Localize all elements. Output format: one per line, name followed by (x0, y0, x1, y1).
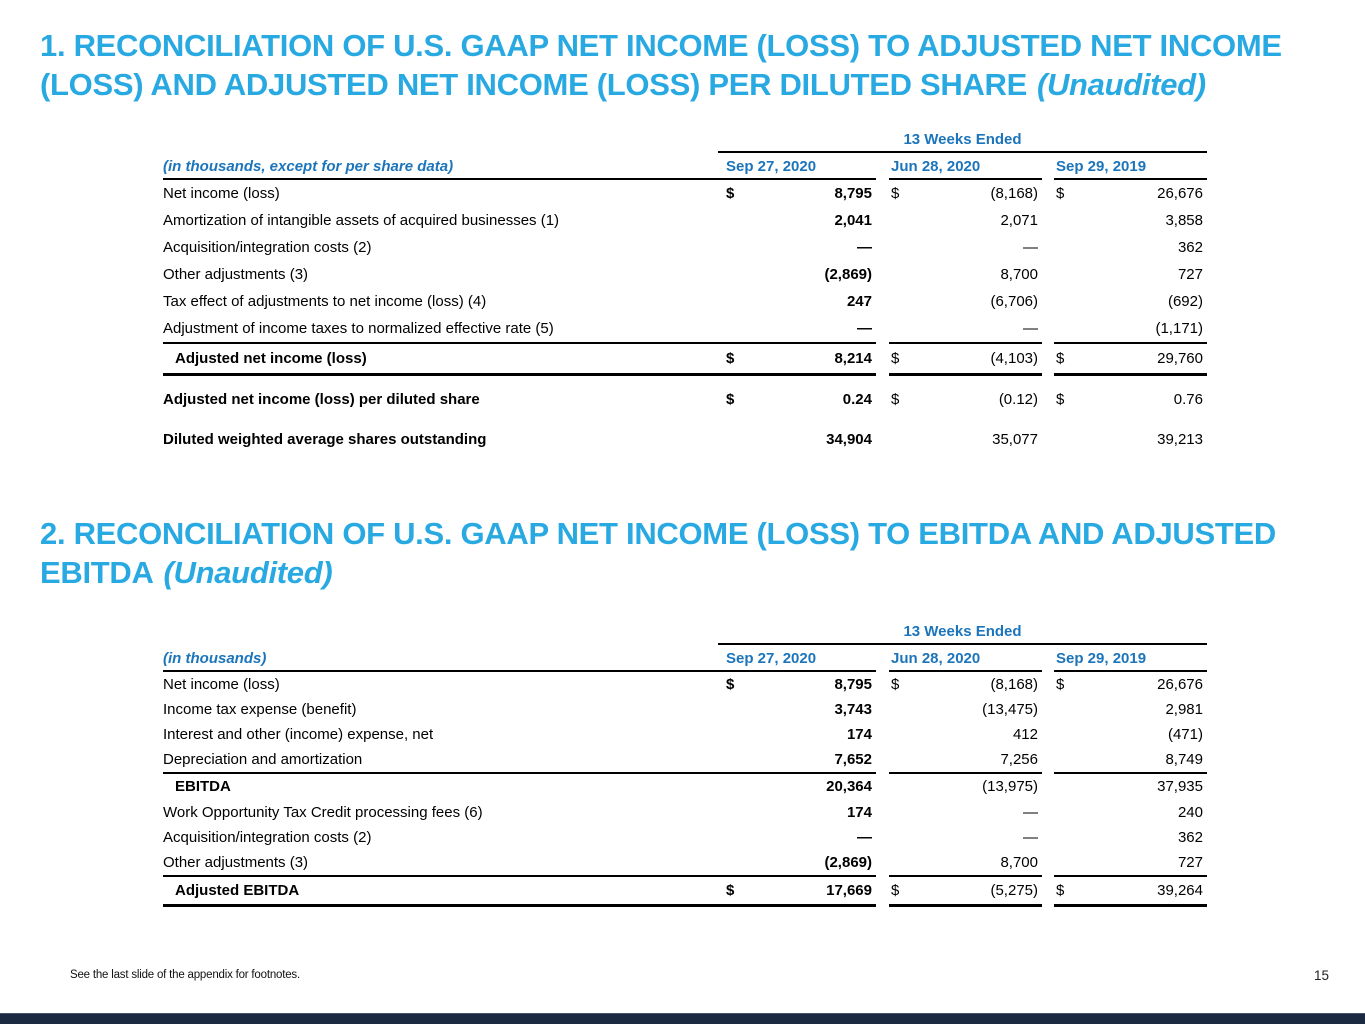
row-label: Amortization of intangible assets of acquired businesses (1) (163, 212, 560, 229)
value: 0.24 (842, 391, 872, 408)
value: 2,071 (1000, 212, 1038, 229)
column-gap (876, 261, 889, 288)
value-cell (889, 234, 1042, 261)
value: 29,760 (1157, 350, 1203, 367)
period-header: 13 Weeks Ended (718, 131, 1207, 153)
column-gap (1042, 342, 1054, 376)
table-row (163, 234, 1207, 261)
column-gap (1042, 426, 1054, 453)
table-row (163, 875, 1207, 904)
table-row (163, 772, 1207, 797)
column-header: Sep 29, 2019 (1054, 158, 1207, 180)
dollar-sign: $ (1056, 185, 1065, 202)
value: (8,168) (990, 676, 1038, 693)
column-gap (876, 180, 889, 207)
value: 362 (1177, 829, 1203, 846)
column-gap (1042, 697, 1054, 722)
value-cell (1054, 850, 1207, 875)
value-cell (889, 850, 1042, 875)
value-cell (889, 207, 1042, 234)
column-gap (876, 800, 889, 825)
value-cell (889, 697, 1042, 722)
dollar-sign: $ (726, 882, 735, 899)
value-cell (1054, 672, 1207, 697)
row-label: Income tax expense (benefit) (163, 701, 357, 718)
value-cell (889, 386, 1042, 413)
column-gap (1042, 315, 1054, 342)
value-cell (889, 875, 1042, 907)
value-cell (718, 342, 876, 376)
value-cell (718, 825, 876, 850)
page-number: 15 (1313, 968, 1329, 983)
value: 8,749 (1165, 751, 1203, 768)
value: 2,981 (1165, 701, 1203, 718)
value-cell (1054, 697, 1207, 722)
table-row (163, 386, 1207, 413)
row-label: Other adjustments (3) (163, 266, 309, 283)
value-cell (889, 342, 1042, 376)
value-cell (718, 772, 876, 799)
value-cell (889, 180, 1042, 207)
value: 8,700 (1000, 854, 1038, 871)
value: 7,256 (1000, 751, 1038, 768)
value: 727 (1177, 854, 1203, 871)
column-gap (1042, 261, 1054, 288)
value: 7,652 (834, 751, 872, 768)
value-cell (889, 747, 1042, 772)
column-header: Sep 29, 2019 (1054, 650, 1207, 672)
value-cell (1054, 315, 1207, 342)
table-row (163, 800, 1207, 825)
value: 17,669 (826, 882, 872, 899)
table-row (163, 207, 1207, 234)
column-gap (1042, 672, 1054, 697)
value: 2,041 (834, 212, 872, 229)
dollar-sign: $ (726, 676, 735, 693)
column-gap (1042, 850, 1054, 875)
column-gap (1042, 747, 1054, 772)
value-cell (718, 850, 876, 875)
value-cell (1054, 747, 1207, 772)
value: (4,103) (990, 350, 1038, 367)
value: (2,869) (824, 854, 872, 871)
value: (13,475) (982, 701, 1038, 718)
value-cell (1054, 261, 1207, 288)
column-gap (876, 342, 889, 376)
table-column-header-row (163, 645, 1207, 672)
value: — (1023, 829, 1038, 846)
row-label: Depreciation and amortization (163, 751, 363, 768)
table-column-header-row (163, 153, 1207, 180)
dollar-sign: $ (726, 185, 735, 202)
column-gap (876, 825, 889, 850)
value: 727 (1177, 266, 1203, 283)
column-header: Jun 28, 2020 (889, 650, 1042, 672)
value: (5,275) (990, 882, 1038, 899)
column-gap (876, 234, 889, 261)
value: (471) (1167, 726, 1203, 743)
value-cell (718, 800, 876, 825)
table-period-row (163, 128, 1207, 153)
value-cell (1054, 426, 1207, 453)
column-gap (876, 672, 889, 697)
value: — (857, 320, 872, 337)
section1-unaudited-label: (Unaudited) (1036, 67, 1206, 103)
value-cell (1054, 800, 1207, 825)
column-header: Jun 28, 2020 (889, 158, 1042, 180)
dollar-sign: $ (891, 882, 900, 899)
value: — (857, 829, 872, 846)
row-label: Other adjustments (3) (163, 854, 309, 871)
value: 3,858 (1165, 212, 1203, 229)
table-row (163, 672, 1207, 697)
table-row (163, 825, 1207, 850)
value: (692) (1167, 293, 1203, 310)
row-label: Acquisition/integration costs (2) (163, 829, 372, 846)
value: 8,214 (834, 350, 872, 367)
section2-title-text: 2. RECONCILIATION OF U.S. GAAP NET INCOME (LOSS) TO EBITDA AND ADJUSTED EBITDA (40, 516, 1276, 591)
row-label: Interest and other (income) expense, net (163, 726, 434, 743)
section1-title-text: 1. RECONCILIATION OF U.S. GAAP NET INCOME (LOSS) TO ADJUSTED NET INCOME (LOSS) AND ADJUSTED NET INCOME (LOSS) PER DILUTED SHARE (40, 28, 1282, 103)
row-label: Adjusted EBITDA (163, 875, 718, 907)
value-cell (718, 386, 876, 413)
value: (1,171) (1155, 320, 1203, 337)
row-label: Diluted weighted average shares outstanding (163, 431, 487, 448)
column-gap (1042, 800, 1054, 825)
value: — (1023, 804, 1038, 821)
value: 362 (1177, 239, 1203, 256)
value-cell (1054, 180, 1207, 207)
value-cell (1054, 342, 1207, 376)
value-cell (718, 722, 876, 747)
table-row (163, 722, 1207, 747)
value-cell (718, 426, 876, 453)
column-gap (1042, 772, 1054, 799)
dollar-sign: $ (891, 391, 900, 408)
value-cell (718, 261, 876, 288)
value: 39,213 (1157, 431, 1203, 448)
value: — (857, 239, 872, 256)
footnote-reference: See the last slide of the appendix for footnotes. (70, 969, 300, 981)
column-gap (876, 772, 889, 799)
table-row (163, 315, 1207, 342)
column-header: Sep 27, 2020 (718, 650, 876, 672)
value-cell (718, 288, 876, 315)
row-label: Net income (loss) (163, 676, 280, 693)
column-gap (1042, 875, 1054, 907)
value: (0.12) (998, 391, 1038, 408)
value-cell (889, 315, 1042, 342)
section2-title (40, 514, 1318, 592)
column-gap (876, 747, 889, 772)
value-cell (1054, 772, 1207, 799)
value-cell (889, 288, 1042, 315)
table-row (163, 697, 1207, 722)
value: 8,700 (1000, 266, 1038, 283)
dollar-sign: $ (891, 185, 900, 202)
ebitda-table (163, 620, 1207, 904)
column-gap (876, 722, 889, 747)
dollar-sign: $ (891, 350, 900, 367)
dollar-sign: $ (1056, 882, 1065, 899)
dollar-sign: $ (1056, 350, 1065, 367)
column-gap (1042, 722, 1054, 747)
value-cell (889, 772, 1042, 799)
column-gap (876, 697, 889, 722)
value-cell (718, 747, 876, 772)
table-row (163, 261, 1207, 288)
value-cell (889, 672, 1042, 697)
value: 39,264 (1157, 882, 1203, 899)
column-gap (876, 426, 889, 453)
column-header: Sep 27, 2020 (718, 158, 876, 180)
value: — (1023, 239, 1038, 256)
table-row (163, 747, 1207, 772)
column-gap (876, 315, 889, 342)
column-gap (876, 875, 889, 907)
table-period-row (163, 620, 1207, 645)
value: 35,077 (992, 431, 1038, 448)
value: 247 (846, 293, 872, 310)
value: (2,869) (824, 266, 872, 283)
dollar-sign: $ (726, 350, 735, 367)
value-cell (718, 672, 876, 697)
value: 26,676 (1157, 185, 1203, 202)
column-gap (1042, 234, 1054, 261)
value: 240 (1177, 804, 1203, 821)
table-row (163, 850, 1207, 875)
value: (13,975) (982, 778, 1038, 795)
column-gap (1042, 825, 1054, 850)
section2-unaudited-label: (Unaudited) (163, 555, 333, 591)
value: (8,168) (990, 185, 1038, 202)
table-caption: (in thousands) (163, 650, 718, 672)
column-gap (876, 288, 889, 315)
value-cell (718, 180, 876, 207)
column-gap (1042, 207, 1054, 234)
value: 20,364 (826, 778, 872, 795)
table-row (163, 426, 1207, 453)
row-label: Net income (loss) (163, 185, 280, 202)
value: 8,795 (834, 676, 872, 693)
column-gap (876, 850, 889, 875)
value: 412 (1012, 726, 1038, 743)
dollar-sign: $ (1056, 391, 1065, 408)
dollar-sign: $ (891, 676, 900, 693)
row-label: Tax effect of adjustments to net income (loss) (4) (163, 293, 487, 310)
column-gap (876, 207, 889, 234)
table-caption: (in thousands, except for per share data) (163, 158, 718, 180)
value-cell (1054, 386, 1207, 413)
value-cell (718, 234, 876, 261)
adjusted-net-income-table (163, 128, 1207, 453)
column-gap (1042, 386, 1054, 413)
value: 3,743 (834, 701, 872, 718)
value-cell (1054, 288, 1207, 315)
row-label: EBITDA (163, 772, 718, 799)
column-gap (1042, 288, 1054, 315)
row-label: Acquisition/integration costs (2) (163, 239, 372, 256)
value-cell (889, 426, 1042, 453)
row-label: Work Opportunity Tax Credit processing fees (6) (163, 804, 483, 821)
value: 0.76 (1173, 391, 1203, 408)
value: (6,706) (990, 293, 1038, 310)
bottom-accent-bar (0, 1013, 1365, 1024)
value-cell (718, 207, 876, 234)
value-cell (1054, 825, 1207, 850)
value: 174 (846, 726, 872, 743)
value-cell (718, 875, 876, 907)
value-cell (1054, 207, 1207, 234)
row-label: Adjustment of income taxes to normalized effective rate (5) (163, 320, 554, 337)
value-cell (1054, 875, 1207, 907)
value: 174 (846, 804, 872, 821)
table-row (163, 180, 1207, 207)
value-cell (889, 825, 1042, 850)
table-row (163, 342, 1207, 373)
value: 37,935 (1157, 778, 1203, 795)
section1-title (40, 26, 1318, 104)
column-gap (876, 386, 889, 413)
value: — (1023, 320, 1038, 337)
value-cell (1054, 234, 1207, 261)
value-cell (889, 722, 1042, 747)
column-gap (1042, 180, 1054, 207)
value-cell (889, 800, 1042, 825)
period-header: 13 Weeks Ended (718, 623, 1207, 645)
value-cell (718, 315, 876, 342)
value-cell (889, 261, 1042, 288)
value-cell (1054, 722, 1207, 747)
value-cell (718, 697, 876, 722)
row-label: Adjusted net income (loss) (163, 342, 718, 376)
value: 26,676 (1157, 676, 1203, 693)
table-row (163, 288, 1207, 315)
row-label: Adjusted net income (loss) per diluted share (163, 391, 480, 408)
value: 34,904 (826, 431, 872, 448)
value: 8,795 (834, 185, 872, 202)
dollar-sign: $ (726, 391, 735, 408)
dollar-sign: $ (1056, 676, 1065, 693)
